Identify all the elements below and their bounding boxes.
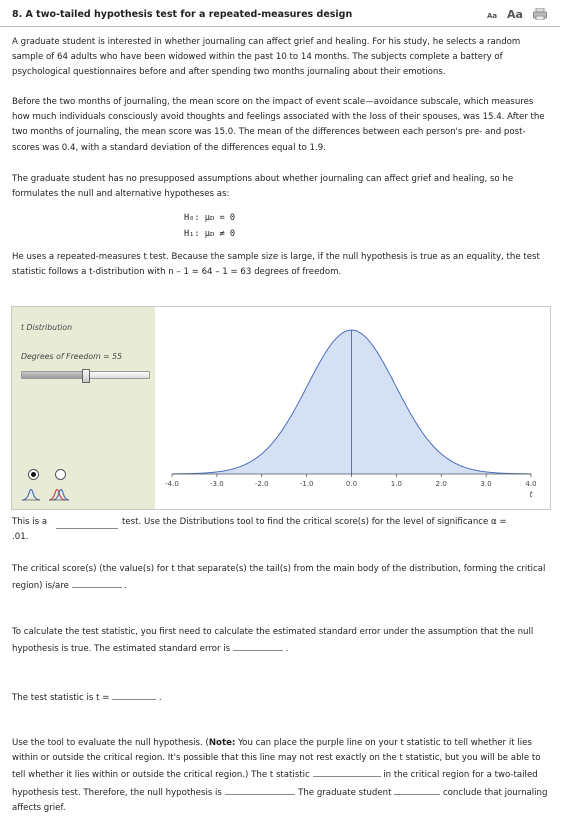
- x-tick-label: 3.0: [480, 480, 492, 488]
- null-hypothesis-dropdown[interactable]: [225, 784, 293, 795]
- degrees-of-freedom-slider[interactable]: [21, 371, 150, 379]
- x-tick-label: -4.0: [165, 480, 179, 488]
- q1-text: test. Use the Distributions tool to find the critical score(s) for the level of significance α =: [122, 517, 507, 527]
- q5-part-c: in the critical region for a two-tailed hypothesis test. Therefore, the null hypothesis is: [12, 770, 538, 798]
- q1-end: .01.: [12, 532, 29, 542]
- distributions-tool: [11, 306, 551, 510]
- intro-paragraph-3: The graduate student has no presupposed assumptions about whether journaling can affect grief and healing, so he formulates the null and alternative hypotheses as:: [12, 174, 514, 200]
- x-tick-label: 4.0: [525, 480, 537, 488]
- intro-paragraph-2: Before the two months of journaling, the mean score on the impact of event scale—avoidance subscale, which measures how much individuals consciously avoid thoughts and feelings associated with the loss of their spouses, was 15.4. After the two months of journaling, the mean score was 15.0. The mean of the differences between each person's pre- and post- scores was 0.4, with a standard deviation of the differences equal to 1.9.: [12, 97, 545, 153]
- question-header: [0, 0, 560, 27]
- q5-text: [12, 736, 552, 816]
- q4-end: .: [158, 693, 162, 703]
- q2-label: The critical score(s) (the value(s) for t that separate(s) the tail(s) from the main body of the distribution, forming the critical region) is/are: [12, 564, 546, 592]
- test-statistic-dropdown[interactable]: [112, 689, 156, 700]
- print-icon[interactable]: [533, 8, 547, 20]
- two-tailed-radio[interactable]: [28, 469, 39, 480]
- q5-part-e: conclude that journaling affects grief.: [12, 787, 548, 813]
- q3-label: To calculate the test statistic, you first need to calculate the estimated standard error under the assumption that the null hypothesis is true. The estimated standard error is: [12, 627, 534, 655]
- compare-distributions-icon[interactable]: [48, 485, 70, 501]
- x-axis-label: t: [529, 490, 533, 499]
- critical-score-dropdown[interactable]: [72, 577, 122, 588]
- t-distribution-chart[interactable]: [155, 307, 550, 509]
- q2-text: [12, 562, 552, 594]
- q5-part-b: You can place the purple line on your t statistic to tell whether it lies within or outside the critical region. It's possible that this line may not rest exactly on the t statistic, but you will be able to tell whether it lies within or outside the critical region.) The t statistic: [12, 738, 541, 781]
- q1-prefix: This is a: [12, 517, 48, 527]
- x-tick-label: 2.0: [435, 480, 447, 488]
- x-tick-label: -3.0: [210, 480, 224, 488]
- q3-end: .: [285, 644, 289, 655]
- tool-control-panel: [12, 307, 155, 509]
- q4-text: [12, 689, 162, 706]
- standard-error-dropdown[interactable]: [233, 640, 283, 651]
- q2-end: .: [124, 581, 128, 592]
- slider-thumb[interactable]: [82, 369, 90, 383]
- conclusion-dropdown[interactable]: [394, 784, 440, 795]
- null-hypothesis: H₀: μᴅ = 0: [184, 213, 236, 223]
- tool-title: t Distribution: [21, 323, 73, 332]
- x-tick-label: -1.0: [299, 480, 314, 488]
- intro-paragraph-4: He uses a repeated-measures t test. Because the sample size is large, if the null hypothesis is true as an equality, the test statistic follows a t-distribution with n – 1 = 64 – 1 = 63 degrees of freedom.: [12, 252, 540, 278]
- q5-note: Note:: [208, 738, 236, 748]
- q5-part-d: . The graduate student: [292, 787, 392, 798]
- test-type-dropdown[interactable]: [56, 518, 118, 529]
- x-tick-label: 0.0: [345, 480, 358, 488]
- critical-region-dropdown[interactable]: [313, 766, 381, 777]
- alternative-hypothesis: H₁: μᴅ ≠ 0: [184, 229, 236, 239]
- x-tick-label: -2.0: [254, 480, 269, 488]
- q3-text: [12, 625, 552, 657]
- decrease-font-button[interactable]: Aa: [487, 12, 498, 20]
- question-title: 8. A two-tailed hypothesis test for a repeated-measures design: [12, 9, 353, 20]
- q5-part-a: Use the tool to evaluate the null hypothesis. (: [12, 738, 209, 748]
- two-tail-distribution-icon[interactable]: [21, 485, 41, 501]
- degrees-of-freedom-label: Degrees of Freedom = 55: [21, 352, 123, 361]
- one-tailed-radio[interactable]: [55, 469, 66, 480]
- intro-paragraph-1: A graduate student is interested in whether journaling can affect grief and healing. For his study, he selects a random sample of 64 adults who have been widowed within the past 10 to 14 months. The subjects complete a battery of psychological questionnaires before and after spending two months journaling about their emotions.: [12, 37, 521, 78]
- q4-label: The test statistic is t =: [12, 693, 110, 703]
- slider-fill: [22, 372, 86, 378]
- x-tick-label: 1.0: [390, 480, 402, 488]
- increase-font-button[interactable]: Aa: [507, 8, 523, 21]
